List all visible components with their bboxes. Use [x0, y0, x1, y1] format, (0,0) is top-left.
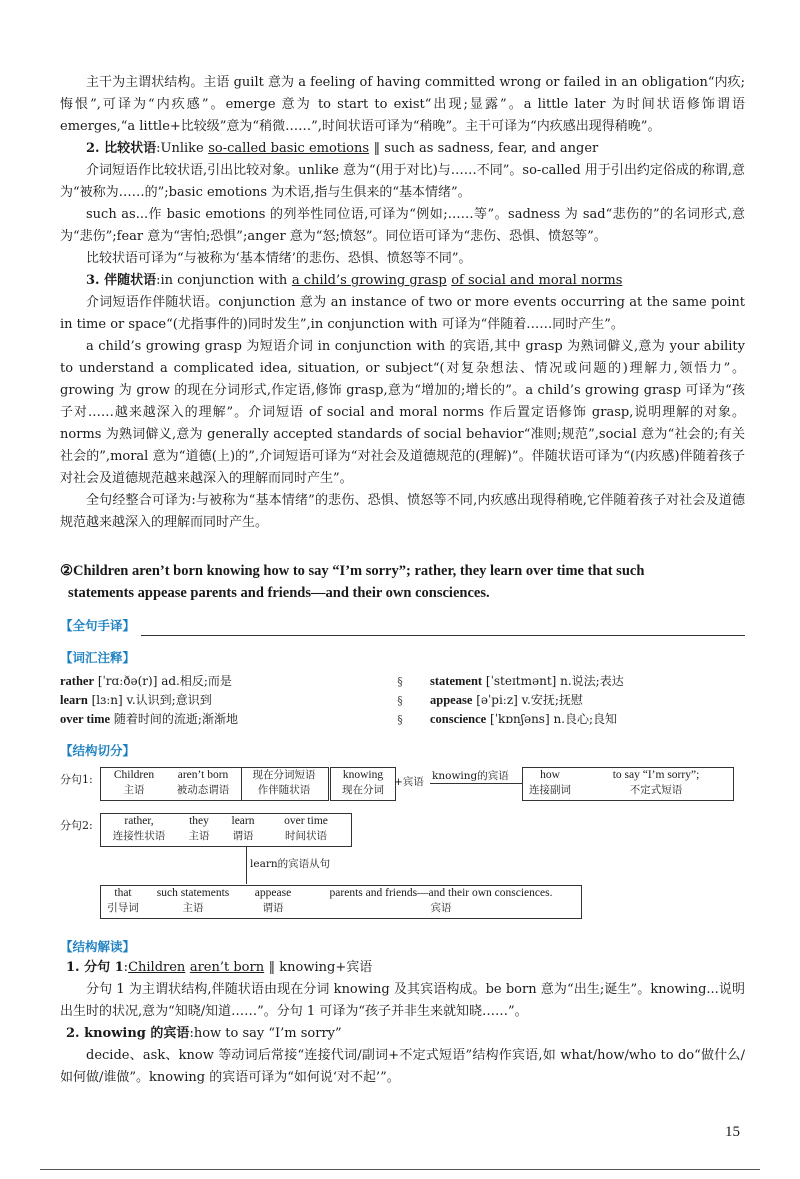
clause1-box-main: Children 主语 aren’t born 被动态谓语 [100, 767, 242, 801]
example-sentence [60, 560, 745, 604]
arrow-line [430, 783, 522, 784]
para-comparative-2: such as...作 basic emotions 的列举性同位语,可译为“例如;……等”。sadness 为 sad“悲伤的”的名词形式,意为“悲伤”;fear 意为“害怕;恐惧”;anger 意为“怒;愤怒”。同位语可译为“悲伤、恐惧、愤怒等”。 [60, 207, 745, 244]
vocab-divider: § § § [397, 675, 403, 726]
heading-comparative-adverbial: 2. 比较状语:Unlike so-called basic emotions ‖ such as sadness, fear, and anger [86, 141, 599, 156]
example-number: ② [60, 563, 73, 579]
label-structure: 【结构切分】 [60, 743, 136, 758]
vocab-item: appease [əˈpiːz] v.安抚;抚慰 [430, 693, 583, 707]
label-analysis: 【结构解读】 [60, 939, 136, 954]
heading-underlined: so-called basic emotions [208, 141, 370, 156]
label-vocab: 【词汇注释】 [60, 650, 136, 665]
translate-row [60, 616, 745, 636]
clause2-object-clause-note: learn的宾语从句 [250, 858, 331, 870]
heading-text-a: in conjunction with [160, 273, 288, 288]
vocab-item: learn [lɜːn] v.认识到;意识到 [60, 693, 212, 707]
example-line-1: Children aren’t born knowing how to say “I’m sorry”; rather, they learn over time that such [73, 563, 645, 579]
para-comparative-1: 介词短语作比较状语,引出比较对象。unlike 意为“(用于对比)与……不同”。so-called 用于引出约定俗成的称谓,意为“被称为……的”;basic emotions 为术语,指与生俱来的“基本情绪”。 [60, 163, 745, 200]
heading-accompanying-adverbial: 3. 伴随状语:in conjunction with a child’s growing grasp of social and moral norms [86, 273, 623, 288]
heading-number: 3. 伴随状语 [86, 273, 157, 288]
heading-number: 2. 比较状语 [86, 141, 157, 156]
heading-knowing-object: 2. knowing 的宾语:how to say “I’m sorry” [66, 1026, 342, 1041]
vocab-item: statement [ˈsteɪtmənt] n.说法;表达 [430, 674, 624, 688]
page-body [60, 72, 745, 1089]
arrow-line-vertical [246, 846, 247, 884]
page-number: 15 [725, 1124, 740, 1140]
label-translate: 【全句手译】 [60, 618, 136, 633]
heading-text-b: ‖ such as sadness, fear, and anger [373, 141, 599, 156]
heading-underlined-b: of social and moral norms [451, 273, 623, 288]
vocab-item: rather [ˈrɑːðə(r)] ad.相反;而是 [60, 674, 232, 688]
object-clause-box: that 引导词 such statements 主语 appease 谓语 parents and friends—and their own consciences. 宾语 [100, 885, 582, 919]
clause1-box-knowing: knowing 现在分词 [330, 767, 396, 801]
vocab-list [60, 672, 745, 729]
clause1-box-object: how 连接副词 to say “I’m sorry”; 不定式短语 [522, 767, 734, 801]
vocab-item: over time 随着时间的流逝;渐渐地 [60, 712, 238, 726]
para-accompanying-1: 介词短语作伴随状语。conjunction 意为 an instance of two or more events occurring at the same point in time or space“(尤指事件的)同时发生”,in conjunction with 可译为“伴随着……同时产生”。 [60, 295, 745, 332]
vocab-item: conscience [ˈkɒnʃəns] n.良心;良知 [430, 712, 618, 726]
clause1-plus-object: +宾语 [394, 776, 424, 788]
clause1-label: 分句1: [60, 773, 93, 786]
heading-text-a: Unlike [160, 141, 204, 156]
clause1-box-participle: 现在分词短语 作伴随状语 [240, 767, 329, 801]
bottom-rule [40, 1169, 760, 1170]
clause1-object-note: knowing的宾语 [432, 770, 509, 782]
heading-clause-1: 1. 分句 1:Children aren’t born ‖ knowing+宾语 [66, 960, 373, 975]
clause2-box: rather, 连接性状语 they 主语 learn 谓语 over time 时间状语 [100, 813, 352, 847]
para-main-clause: 主干为主谓状结构。主语 guilt 意为 a feeling of having committed wrong or failed in an obligation“内疚;悔恨”,可译为“内疚感”。emerge 意为 to start to exist“出现;显露”。a little later 为时间状语修饰谓语 emerges,“a little+比较级”意为“稍微……”,时间状语可译为“稍晚”。主干可译为“内疚感出现得稍晚”。 [60, 75, 745, 134]
clause2-label: 分句2: [60, 819, 93, 832]
para-comparative-3: 比较状语可译为“与被称为‘基本情绪’的悲伤、恐惧、愤怒等不同”。 [86, 251, 472, 266]
translation-blank-line[interactable] [141, 619, 745, 636]
vocab-column-right [430, 672, 740, 729]
structure-diagram [60, 765, 745, 935]
para-clause-1: 分句 1 为主谓状结构,伴随状语由现在分词 knowing 及其宾语构成。be born 意为“出生;诞生”。knowing...说明出生时的状况,意为“知晓/知道……”。分句 1 可译为“孩子并非生来就知晓……”。 [60, 982, 745, 1019]
example-line-2: statements appease parents and friends—and their own consciences. [68, 585, 490, 601]
para-full-translation: 全句经整合可译为:与被称为“基本情绪”的悲伤、恐惧、愤怒等不同,内疚感出现得稍晚,它伴随着孩子对社会及道德规范越来越深入的理解而同时产生。 [60, 493, 745, 530]
vocab-column-left [60, 672, 370, 729]
para-accompanying-2: a child’s growing grasp 为短语介词 in conjunction with 的宾语,其中 grasp 为熟词僻义,意为 your ability to understand a complicated idea, situation, or subject“(对复杂想法、情况或问题的)理解力,领悟力”。growing 为 grow 的现在分词形式,作定语,修饰 grasp,意为“增加的;增长的”。a child’s growing grasp 可译为“孩子对……越来越深入的理解”。介词短语 of social and moral norms 作后置定语修饰 grasp,说明理解的对象。norms 为熟词僻义,意为 generally accepted standards of social behavior“准则;规范”,social 意为“社会的;有关社会的”,moral 意为“道德(上)的”,介词短语可译为“对社会及道德规范的(理解)”。伴随状语可译为“(内疚感)伴随着孩子对社会及道德规范越来越深入的理解而同时产生”。 [60, 339, 745, 486]
heading-underlined: a child’s growing grasp [291, 273, 447, 288]
para-knowing-object: decide、ask、know 等动词后常接“连接代词/副词+不定式短语”结构作宾语,如 what/how/who to do“做什么/如何做/谁做”。knowing 的宾语可译为“如何说‘对不起’”。 [60, 1048, 745, 1085]
